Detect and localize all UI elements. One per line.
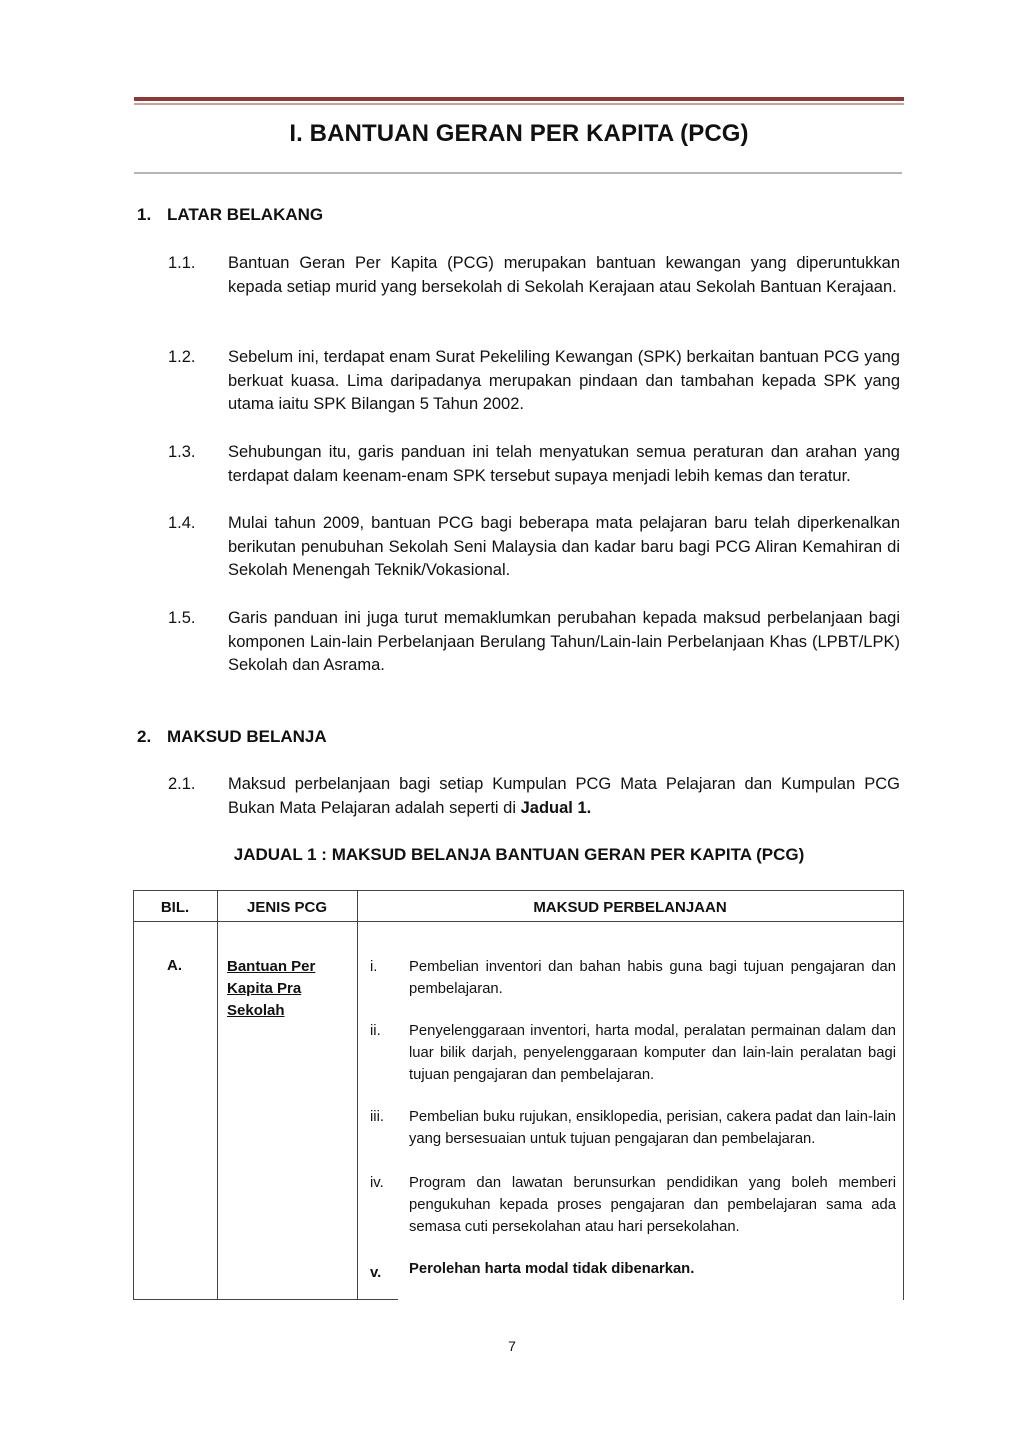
section-title: MAKSUD BELANJA [167, 727, 327, 746]
section-heading-2 [137, 727, 327, 747]
jenis-line: Kapita Pra [227, 980, 302, 997]
paragraph-text: Sebelum ini, terdapat enam Surat Pekeliling Kewangan (SPK) berkaitan bantuan PCG yang berkuat kuasa. Lima daripadanya merupakan pindaan dan tambahan kepada SPK yang utama iaitu SPK Bilangan 5 Tahun 2002. [228, 348, 900, 413]
item-number: iv. [370, 1175, 384, 1191]
list-item [370, 956, 896, 1000]
section-number: 1. [137, 205, 152, 224]
section-title: LATAR BELAKANG [167, 205, 324, 224]
item-number: v. [370, 1265, 382, 1281]
item-text: Program dan lawatan berunsurkan pendidikan yang boleh memberi pengukuhan kepada proses pengajaran dan pembelajaran sama ada semasa cuti persekolahan atau hari persekolahan. [409, 1175, 896, 1235]
header-maksud-perbelanjaan: MAKSUD PERBELANJAAN [533, 899, 727, 916]
paragraph-1-3 [168, 441, 900, 488]
section-heading-1 [137, 205, 323, 225]
paragraph-text: Bantuan Geran Per Kapita (PCG) merupakan bantuan kewangan yang diperuntukkan kepada setiap murid yang bersekolah di Sekolah Kerajaan atau Sekolah Bantuan Kerajaan. [228, 254, 900, 296]
list-item [370, 1258, 896, 1280]
paragraph-2-1 [168, 773, 900, 820]
item-number: i. [370, 959, 378, 975]
table-border-right [903, 890, 904, 1300]
table-title: JADUAL 1 : MAKSUD BELANJA BANTUAN GERAN PER KAPITA (PCG) [233, 845, 805, 864]
paragraph-number: 1.4. [168, 514, 196, 532]
header-row-divider [133, 921, 904, 922]
paragraph-number: 1.3. [168, 443, 196, 461]
column-divider-bil [217, 890, 218, 1300]
paragraph-text: Sehubungan itu, garis panduan ini telah menyatukan semua peraturan dan arahan yang terdapat dalam keenam-enam SPK tersebut supaya menjadi lebih kemas dan teratur. [228, 443, 900, 485]
row-jenis-pcg [227, 956, 315, 1022]
expenditure-table [133, 890, 904, 1300]
paragraph-number: 1.2. [168, 348, 196, 366]
item-number: iii. [370, 1109, 384, 1125]
header-rule-dark [134, 97, 904, 101]
item-number: ii. [370, 1023, 381, 1039]
section-number: 2. [137, 727, 152, 746]
header-rule-light [134, 103, 904, 105]
header-bil: BIL. [160, 899, 190, 916]
table-reference: Jadual 1. [520, 798, 592, 817]
paragraph-text: Mulai tahun 2009, bantuan PCG bagi beberapa mata pelajaran baru telah diperkenalkan berikutan penubuhan Sekolah Seni Malaysia dan kadar baru bagi PCG Aliran Kemahiran di Sekolah Menengah Teknik/Vokasional. [228, 514, 900, 579]
item-text: Penyelenggaraan inventori, harta modal, peralatan permainan dalam dan luar bilik darjah, penyelenggaraan komputer dan lain-lain peralatan bagi tujuan pengajaran dan pembelajaran. [409, 1023, 896, 1083]
paragraph-text [228, 773, 900, 820]
paragraph-1-4 [168, 512, 900, 583]
page-number: 7 [508, 1338, 516, 1354]
title-underline [134, 172, 902, 174]
table-border-left [133, 890, 134, 1300]
paragraph-1-2 [168, 346, 900, 417]
page-title: I. BANTUAN GERAN PER KAPITA (PCG) [289, 120, 749, 147]
row-bil: A. [167, 957, 182, 974]
jenis-line: Bantuan Per [227, 958, 316, 975]
paragraph-number: 2.1. [168, 775, 196, 793]
table-border-bottom [133, 1299, 398, 1300]
paragraph-text: Garis panduan ini juga turut memaklumkan perubahan kepada maksud perbelanjaan bagi komponen Lain-lain Perbelanjaan Berulang Tahun/Lain-lain Perbelanjaan Khas (LPBT/LPK) Sekolah dan Asrama. [228, 609, 900, 674]
list-item [370, 1106, 896, 1150]
item-text: Pembelian inventori dan bahan habis guna bagi tujuan pengajaran dan pembelajaran. [409, 959, 896, 997]
header-jenis-pcg: JENIS PCG [246, 899, 328, 916]
paragraph-1-1 [168, 252, 900, 299]
list-item [370, 1172, 896, 1238]
jenis-line: Sekolah [227, 1002, 285, 1019]
item-text: Perolehan harta modal tidak dibenarkan. [409, 1261, 695, 1277]
paragraph-number: 1.5. [168, 609, 196, 627]
paragraph-number: 1.1. [168, 254, 196, 272]
paragraph-body: Maksud perbelanjaan bagi setiap Kumpulan PCG Mata Pelajaran dan Kumpulan PCG Bukan Mata Pelajaran adalah seperti di [228, 775, 900, 817]
list-item [370, 1020, 896, 1086]
table-border-top [133, 890, 904, 891]
column-divider-jenis [357, 890, 358, 1300]
paragraph-1-5 [168, 607, 900, 678]
item-text: Pembelian buku rujukan, ensiklopedia, perisian, cakera padat dan lain-lain yang bersesuaian untuk tujuan pengajaran dan pembelajaran. [409, 1109, 896, 1147]
